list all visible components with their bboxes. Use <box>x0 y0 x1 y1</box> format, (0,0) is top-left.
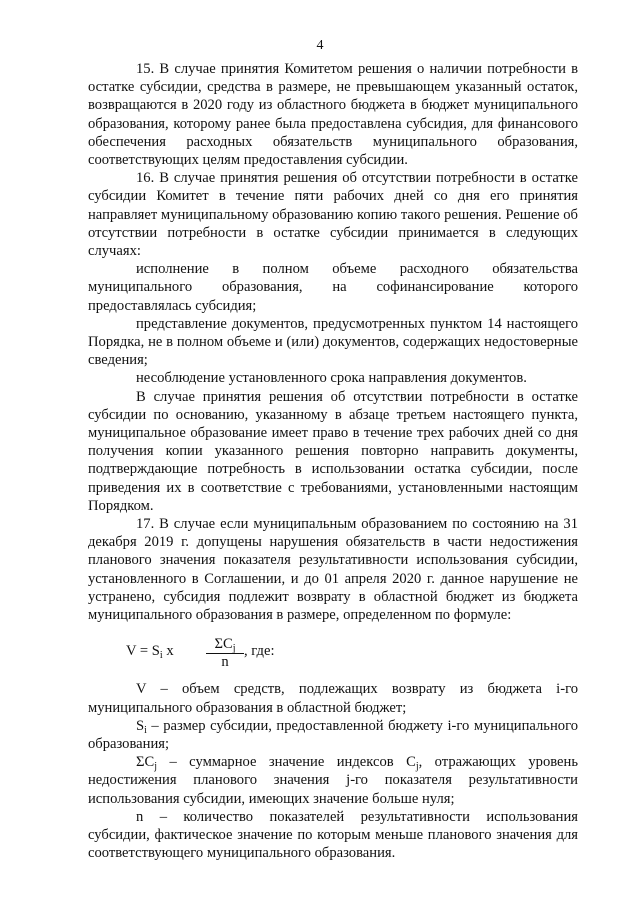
case-item-3: несоблюдение установленного срока направления документов. <box>136 370 527 387</box>
case-item-2: представление документов, предусмотренных пунктом 14 настоящего Порядка, не в полном объеме и (или) документов, содержащих недостоверные сведения; <box>88 315 578 369</box>
formula-fraction <box>206 636 244 670</box>
definition-v: V – объем средств, подлежащих возврату из бюджета i-го муниципального образования в областной бюджет; <box>88 681 578 716</box>
paragraph-17: 17. В случае если муниципальным образованием по состоянию на 31 декабря 2019 г. допущены нарушения обязательств в части недостижения планового значения показателя результативности использования субсидии, установленного в Соглашении, и до 01 апреля 2020 г. данное нарушение не устранено, субсидия подлежит возврату в областной бюджет из бюджета муниципального образования в размере, определенном по формуле: <box>88 516 578 624</box>
formula-lhs: $V = S_i$ x <box>126 643 174 662</box>
page-number: 4 <box>316 38 324 53</box>
case-item-1: исполнение в полном объеме расходного обязательства муниципального образования, на софинансирование которого предоставлялась субсидия; <box>88 261 578 314</box>
paragraph-16-resubmit: В случае принятия решения об отсутствии потребности в остатке субсидии по основанию, указанному в абзаце третьем настоящего пункта, муниципальное образование имеет право в течение трех рабочих дней со дня получения копии указанного решения повторно направить документы, подтверждающие потребность в использовании остатка субсидии, после приведения их в соответствие с требованиями, установленными настоящим Порядком. <box>88 388 578 514</box>
formula-numerator: $\Sigma C_j$ <box>206 636 244 654</box>
formula-denominator: n <box>221 654 229 671</box>
paragraph-15: 15. В случае принятия Комитетом решения о наличии потребности в остатке субсидии, средства в размере, не превышающем указанный остаток, возвращаются в 2020 году из областного бюджета в бюджет муниципального образования, которому ранее была предоставлена субсидия, для финансового обеспечения расходных обязательств муниципального образования, соответствующих целям предоставления субсидии. <box>88 61 578 169</box>
definition-sum-c: $\Sigma C_j$ – суммарное значение индексов $C_j$, отражающих уровень недостижения планового значения j-го показателя результативности использования субсидии, имеющих значение больше нуля; <box>88 754 578 807</box>
definition-n: n – количество показателей результативности использования субсидии, фактическое значение по которым меньше планового значения для соответствующего муниципального образования. <box>88 808 578 862</box>
document-body <box>88 60 578 862</box>
paragraph-16: 16. В случае принятия решения об отсутствии потребности в остатке субсидии Комитет в течение пяти рабочих дней со дня его принятия направляет муниципальному образованию копию такого решения. Решение об отсутствии потребности в остатке субсидии принимается в следующих случаях: <box>88 170 578 260</box>
definition-s: $S_i$ – размер субсидии, предоставленной бюджету i-го муниципального образования; <box>88 717 578 752</box>
return-formula <box>126 636 578 670</box>
formula-tail: , где: <box>244 643 275 660</box>
